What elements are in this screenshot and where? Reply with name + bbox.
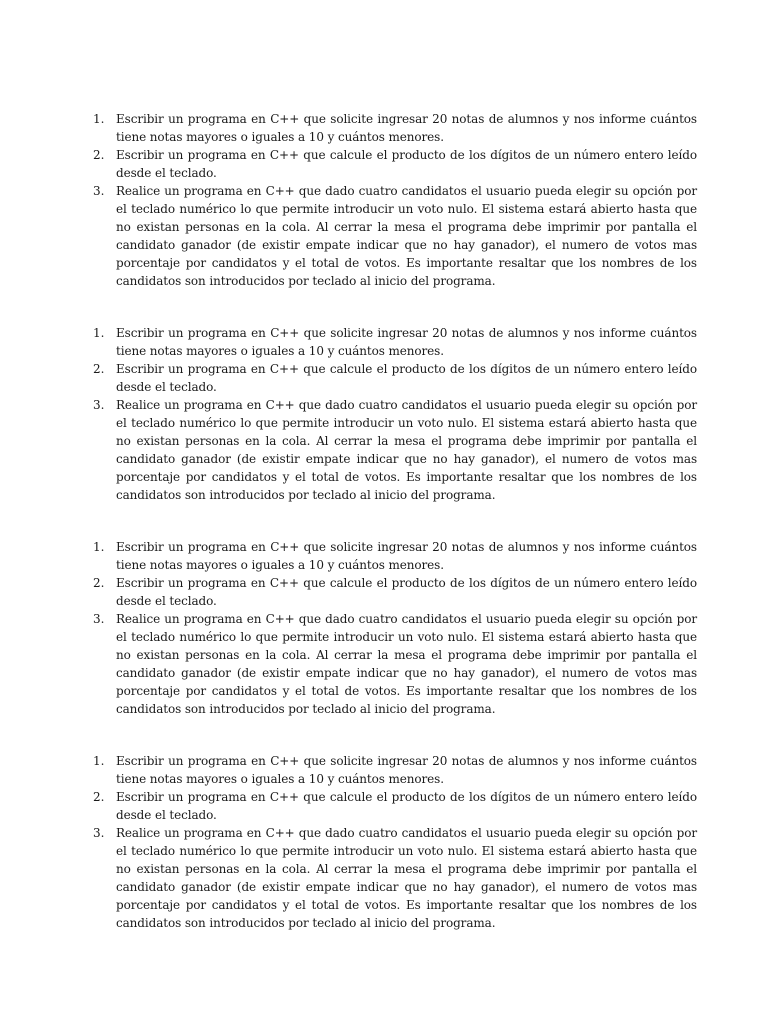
list-item-text: Escribir un programa en C++ que calcule el producto de los dígitos de un número entero leído desde el teclado.: [116, 148, 697, 180]
list-item-number: 3.: [93, 184, 105, 198]
list-item: [93, 610, 697, 718]
list-item-text: Realice un programa en C++ que dado cuatro candidatos el usuario pueda elegir su opción por el teclado numérico lo que permite introducir un voto nulo. El sistema estará abierto hasta que no existan personas en la cola. Al cerrar la mesa el programa debe imprimir por pantalla el candidato ganador (de existir empate indicar que no hay ganador), el numero de votos mas porcentaje por candidatos y el total de votos. Es importante resaltar que los nombres de los candidatos son introducidos por teclado al inicio del programa.: [116, 398, 697, 502]
list-item-text: Escribir un programa en C++ que solicite ingresar 20 notas de alumnos y nos informe cuántos tiene notas mayores o iguales a 10 y cuántos menores.: [116, 326, 697, 358]
exercise-list: [93, 110, 697, 290]
list-item-text: Escribir un programa en C++ que calcule el producto de los dígitos de un número entero leído desde el teclado.: [116, 362, 697, 394]
list-item-number: 2.: [93, 148, 105, 162]
exercise-list: [93, 538, 697, 718]
list-item: [93, 396, 697, 504]
list-item-text: Escribir un programa en C++ que calcule el producto de los dígitos de un número entero leído desde el teclado.: [116, 576, 697, 608]
list-item: [93, 324, 697, 360]
list-item: [93, 360, 697, 396]
list-item: [93, 752, 697, 788]
list-item: [93, 574, 697, 610]
list-item: [93, 110, 697, 146]
list-item: [93, 788, 697, 824]
list-item-number: 1.: [93, 754, 105, 768]
list-item-number: 3.: [93, 612, 105, 626]
list-item-number: 1.: [93, 540, 105, 554]
list-item: [93, 182, 697, 290]
list-item-text: Realice un programa en C++ que dado cuatro candidatos el usuario pueda elegir su opción por el teclado numérico lo que permite introducir un voto nulo. El sistema estará abierto hasta que no existan personas en la cola. Al cerrar la mesa el programa debe imprimir por pantalla el candidato ganador (de existir empate indicar que no hay ganador), el numero de votos mas porcentaje por candidatos y el total de votos. Es importante resaltar que los nombres de los candidatos son introducidos por teclado al inicio del programa.: [116, 184, 697, 288]
list-item-number: 2.: [93, 576, 105, 590]
exercise-list: [93, 752, 697, 932]
list-item-text: Escribir un programa en C++ que solicite ingresar 20 notas de alumnos y nos informe cuántos tiene notas mayores o iguales a 10 y cuántos menores.: [116, 112, 697, 144]
list-item-text: Escribir un programa en C++ que solicite ingresar 20 notas de alumnos y nos informe cuántos tiene notas mayores o iguales a 10 y cuántos menores.: [116, 754, 697, 786]
list-item-number: 3.: [93, 398, 105, 412]
list-item-number: 1.: [93, 112, 105, 126]
list-item: [93, 824, 697, 932]
list-item-text: Escribir un programa en C++ que solicite ingresar 20 notas de alumnos y nos informe cuántos tiene notas mayores o iguales a 10 y cuántos menores.: [116, 540, 697, 572]
list-item-number: 1.: [93, 326, 105, 340]
list-item-text: Realice un programa en C++ que dado cuatro candidatos el usuario pueda elegir su opción por el teclado numérico lo que permite introducir un voto nulo. El sistema estará abierto hasta que no existan personas en la cola. Al cerrar la mesa el programa debe imprimir por pantalla el candidato ganador (de existir empate indicar que no hay ganador), el numero de votos mas porcentaje por candidatos y el total de votos. Es importante resaltar que los nombres de los candidatos son introducidos por teclado al inicio del programa.: [116, 826, 697, 930]
list-item: [93, 538, 697, 574]
exercise-list: [93, 324, 697, 504]
list-item-number: 2.: [93, 362, 105, 376]
list-item-text: Escribir un programa en C++ que calcule el producto de los dígitos de un número entero leído desde el teclado.: [116, 790, 697, 822]
list-item-number: 3.: [93, 826, 105, 840]
list-item: [93, 146, 697, 182]
list-item-number: 2.: [93, 790, 105, 804]
list-item-text: Realice un programa en C++ que dado cuatro candidatos el usuario pueda elegir su opción por el teclado numérico lo que permite introducir un voto nulo. El sistema estará abierto hasta que no existan personas en la cola. Al cerrar la mesa el programa debe imprimir por pantalla el candidato ganador (de existir empate indicar que no hay ganador), el numero de votos mas porcentaje por candidatos y el total de votos. Es importante resaltar que los nombres de los candidatos son introducidos por teclado al inicio del programa.: [116, 612, 697, 716]
